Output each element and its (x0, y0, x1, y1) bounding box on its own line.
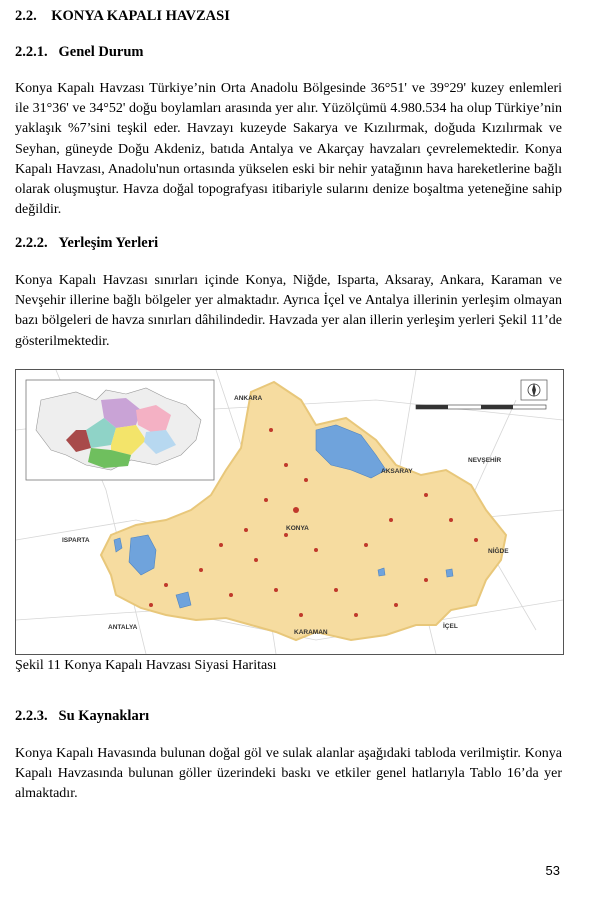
map-label-aksaray: AKSARAY (381, 468, 413, 475)
map-svg (16, 370, 563, 654)
map-label-nigde: NİĞDE (488, 548, 509, 555)
paragraph-genel-durum: Konya Kapalı Havzası Türkiye’nin Orta Anadolu Bölgesinde 36°51' ve 39°29' kuzey enlemleri ile 31°36' ve 34°52' doğu boylamları arasında yer alır. Yüzölçümü 4.980.534 ha olup Türkiye’nin yaklaşık %7’sini teşkil eder. Havzayı kuzeyde Sakarya ve Kızılırmak, doğuda Kızılırmak ve Seyhan, güneyde Doğu Akdeniz, batıda Antalya ve Akarçay havzaları çevrelemektedir. Konya Kapalı Havzası, Anadolu'nun ortasında yükselen eski bir nehir yatağının hava hareketlerine bağlı olarak oluşmuştur. Havza doğal topografyası itibariyle sularını denize boşaltma yeteneğine sahip değildir. (15, 81, 562, 218)
map-label-isparta: ISPARTA (62, 537, 90, 544)
paragraph-su-kaynaklari: Konya Kapalı Havasında bulunan doğal göl ve sulak alanlar aşağıdaki tabloda verilmiştir. Konya Kapalı Havzasında bulunan göller üzerindeki baskı ve etkiler genel hatlarıyla Tablo 16’da yer almaktadır. (15, 746, 562, 802)
section-heading-2-2-1: 2.2.1. Genel Durum (15, 44, 144, 60)
compass-icon (521, 380, 547, 400)
page-number: 53 (545, 863, 560, 878)
map-label-karaman: KARAMAN (294, 629, 328, 636)
section-heading-2-2-3: 2.2.3. Su Kaynakları (15, 708, 150, 724)
map-label-nevsehir: NEVŞEHİR (468, 457, 502, 464)
figure-caption: Şekil 11 Konya Kapalı Havzası Siyasi Haritası (15, 658, 277, 673)
map-label-konya: KONYA (286, 525, 309, 532)
map-label-ankara: ANKARA (234, 395, 263, 402)
map-label-antalya: ANTALYA (108, 624, 138, 631)
lake-small-2 (446, 569, 453, 577)
map-label-icel: İÇEL (443, 623, 458, 630)
scale-bar (416, 405, 546, 409)
section-heading-2-2-2: 2.2.2. Yerleşim Yerleri (15, 235, 159, 251)
basin-political-map (15, 369, 564, 655)
paragraph-yerlesim: Konya Kapalı Havzası sınırları içinde Konya, Niğde, Isparta, Aksaray, Ankara, Karaman ve Nevşehir illerine bağlı bölgeler yer almaktadır. Ayrıca İçel ve Antalya illerinin yerleşim olmayan bazı bölgeleri de havza sınırları dâhilindedir. Havzada yer alan illerin yerleşim yerleri Şekil 11’de gösterilmektedir. (15, 273, 562, 349)
section-heading-2-2: 2.2. KONYA KAPALI HAVZASI (15, 8, 230, 24)
inset-map (26, 380, 214, 480)
